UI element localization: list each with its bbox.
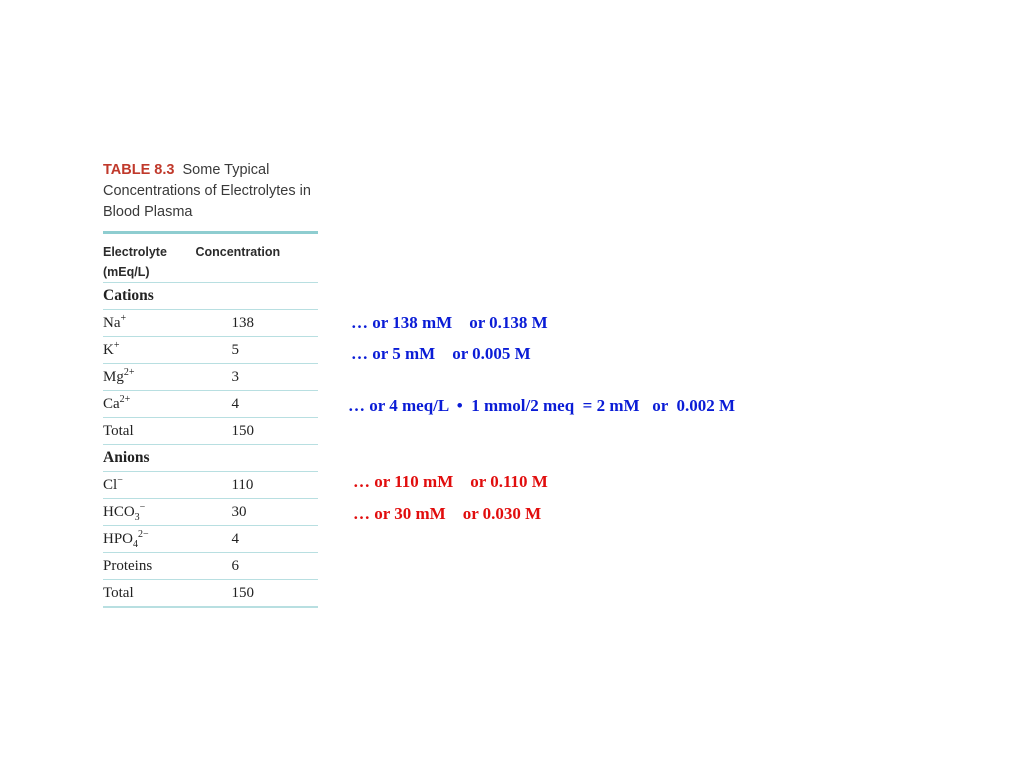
section-row-cations <box>103 283 318 310</box>
electrolyte-charge: − <box>117 474 123 486</box>
electrolyte-charge: − <box>139 501 146 513</box>
section-label-cations: Cations <box>103 283 318 310</box>
electrolyte-cell <box>103 310 195 337</box>
table-row-cation-total <box>103 418 318 445</box>
concentration-cell: 30 <box>195 499 318 526</box>
electrolyte-table <box>103 234 318 608</box>
section-row-anions <box>103 445 318 472</box>
total-value: 150 <box>195 580 318 608</box>
table-row <box>103 310 318 337</box>
electrolyte-charge: 2+ <box>123 366 135 378</box>
note-bicarbonate-conversion: … or 30 mM or 0.030 M <box>353 504 542 523</box>
table-row-anion-total <box>103 580 318 608</box>
table-row <box>103 337 318 364</box>
note-sodium-conversion: … or 138 mM or 0.138 M <box>351 313 548 332</box>
table-row <box>103 364 318 391</box>
concentration-cell: 138 <box>195 310 318 337</box>
electrolyte-symbol: Proteins <box>103 557 153 574</box>
concentration-cell: 3 <box>195 364 318 391</box>
electrolyte-symbol: HPO <box>103 530 134 547</box>
electrolyte-symbol: Cl <box>103 476 118 493</box>
electrolyte-symbol: Ca <box>103 395 120 412</box>
electrolyte-cell <box>103 526 195 553</box>
concentration-cell: 4 <box>195 526 318 553</box>
concentration-cell: 5 <box>195 337 318 364</box>
electrolyte-cell <box>103 472 195 499</box>
note-chloride-conversion: … or 110 mM or 0.110 M <box>353 472 548 491</box>
electrolyte-symbol: HCO <box>103 503 135 520</box>
electrolyte-charge: 2− <box>138 528 149 540</box>
table-caption-label: TABLE 8.3 <box>103 162 175 178</box>
concentration-cell: 4 <box>195 391 318 418</box>
header-electrolyte-unit: (mEq/L) <box>103 265 150 279</box>
table-row <box>103 553 318 580</box>
table-row <box>103 499 318 526</box>
table-header-row <box>103 234 318 283</box>
note-potassium-conversion: … or 5 mM or 0.005 M <box>351 344 531 363</box>
electrolyte-charge: + <box>113 339 120 351</box>
electrolyte-symbol: K <box>103 341 114 358</box>
concentration-cell: 110 <box>195 472 318 499</box>
table-caption <box>103 160 318 223</box>
electrolyte-symbol: Na <box>103 314 121 331</box>
table-caption-text: Some Typical Concentrations of Electrolytes in Blood Plasma <box>103 162 311 220</box>
header-concentration: Concentration <box>195 234 318 283</box>
electrolyte-cell <box>103 553 195 580</box>
electrolyte-subscript: 3 <box>134 511 140 523</box>
table-row <box>103 472 318 499</box>
section-label-anions: Anions <box>103 445 318 472</box>
electrolyte-cell <box>103 337 195 364</box>
electrolyte-subscript: 4 <box>133 538 139 550</box>
total-value: 150 <box>195 418 318 445</box>
electrolyte-symbol: Mg <box>103 368 124 385</box>
electrolyte-cell <box>103 364 195 391</box>
electrolyte-charge: + <box>120 312 127 324</box>
table-row <box>103 526 318 553</box>
note-calcium-conversion: … or 4 meq/L • 1 mmol/2 meq = 2 mM or 0.002 M <box>348 396 736 415</box>
electrolyte-charge: 2+ <box>119 393 131 405</box>
total-label: Total <box>103 580 195 608</box>
total-label: Total <box>103 418 195 445</box>
concentration-cell: 6 <box>195 553 318 580</box>
electrolyte-cell <box>103 391 195 418</box>
header-electrolyte <box>103 234 195 283</box>
header-electrolyte-label: Electrolyte <box>103 245 167 259</box>
electrolyte-cell <box>103 499 195 526</box>
table-row <box>103 391 318 418</box>
electrolyte-table-figure <box>103 160 318 608</box>
